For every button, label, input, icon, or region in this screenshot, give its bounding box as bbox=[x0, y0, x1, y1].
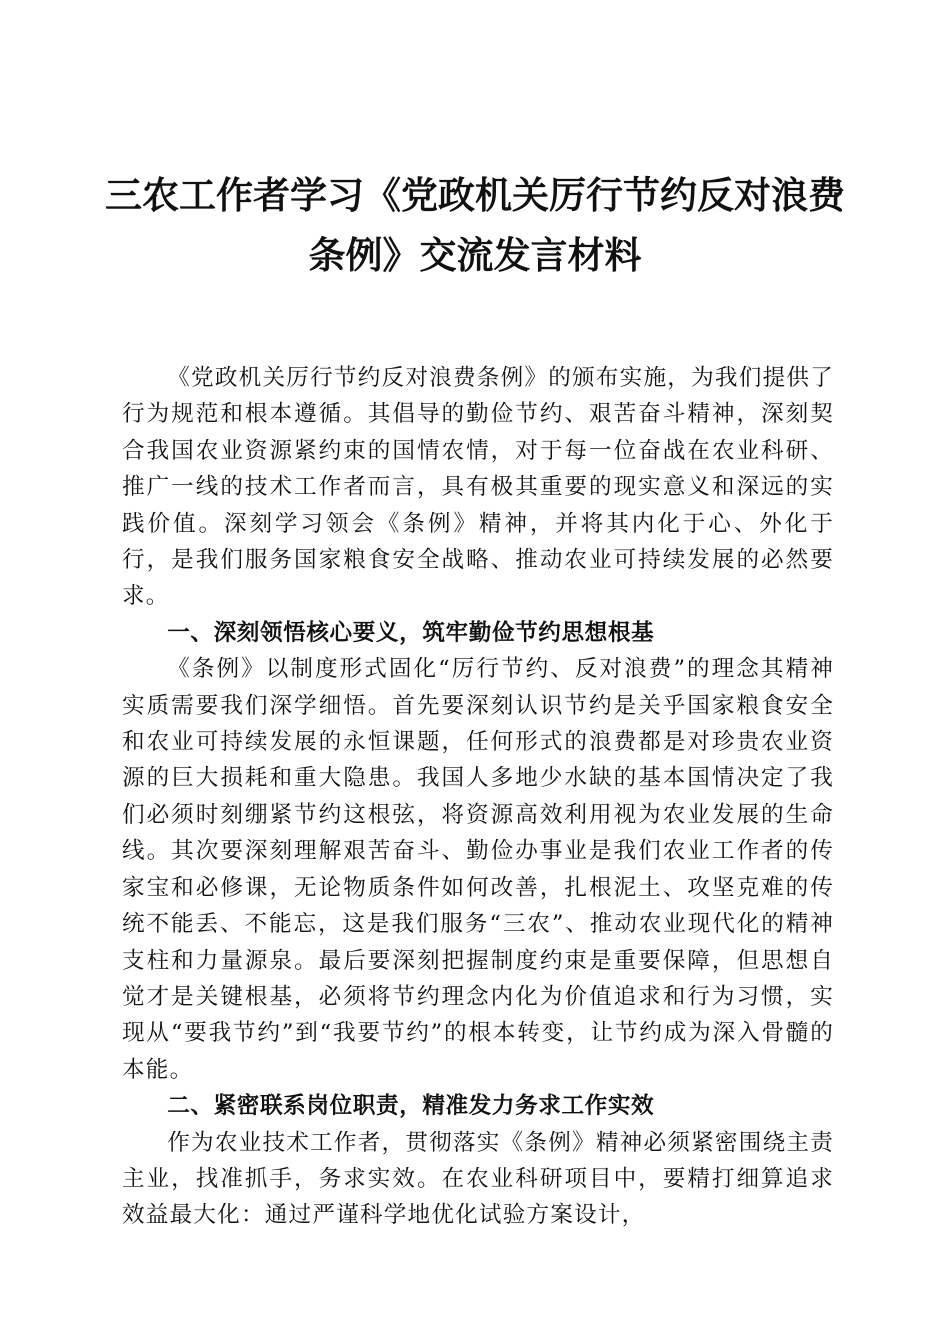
section-heading-2: 二、紧密联系岗位职责，精准发力务求工作实效 bbox=[167, 1093, 655, 1120]
title-line-2: 条例》交流发言材料 bbox=[308, 233, 642, 277]
paragraph-intro: 《党政机关厉行节约反对浪费条例》的颁布实施，为我们提供了行为规范和根本遵循。其倡导的勤俭节约、艰苦奋斗精神，深刻契合我国农业资源紧约束的国情农情，对于每一位奋战在农业科研、推广一线的技术工作者而言，具有极其重要的现实意义和深远的实践价值。深刻学习领会《条例》精神，并将其内化于心、外化于行，是我们服务国家粮食安全战略、推动农业可持续发展的必然要求。 bbox=[122, 365, 834, 610]
paragraph-section-1: 《条例》以制度形式固化“厉行节约、反对浪费”的理念其精神实质需要我们深学细悟。首先要深刻认识节约是关乎国家粮食安全和农业可持续发展的永恒课题，任何形式的浪费都是对珍贵农业资源的巨大损耗和重大隐患。我国人多地少水缺的基本国情决定了我们必须时刻绷紧节约这根弦，将资源高效利用视为农业发展的生命线。其次要深刻理解艰苦奋斗、勤俭办事业是我们农业工作者的传家宝和必修课，无论物质条件如何改善，扎根泥土、攻坚克难的传统不能丢、不能忘，这是我们服务“三农”、推动农业现代化的精神支柱和力量源泉。最后要深刻把握制度约束是重要保障，但思想自觉才是关键根基，必须将节约理念内化为价值追求和行为习惯，实现从“要我节约”到“我要节约”的根本转变，让节约成为深入骨髓的本能。 bbox=[122, 656, 834, 1083]
section-heading-1: 一、深刻领悟核心要义，筑牢勤俭节约思想根基 bbox=[167, 619, 655, 646]
document-body bbox=[122, 360, 834, 1234]
paragraph-section-2: 作为农业技术工作者，贯彻落实《条例》精神必须紧密围绕主责主业，找准抓手，务求实效。在农业科研项目中，要精打细算追求效益最大化：通过严谨科学地优化试验方案设计， bbox=[122, 1129, 834, 1229]
title-line-1: 三农工作者学习《党政机关厉行节约反对浪费 bbox=[105, 173, 845, 217]
document-title bbox=[100, 165, 850, 285]
